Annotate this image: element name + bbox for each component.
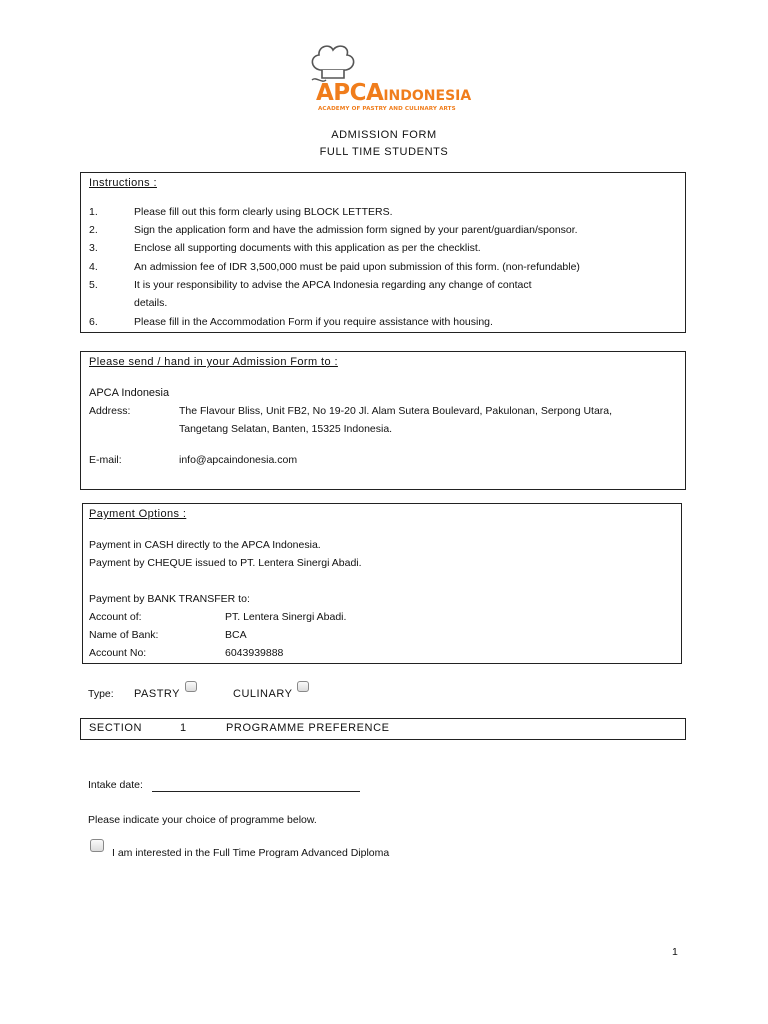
type-culinary-label: CULINARY bbox=[233, 688, 293, 700]
instructions-list bbox=[89, 206, 679, 331]
payment-bank-intro: Payment by BANK TRANSFER to: bbox=[89, 593, 250, 605]
payment-cheque: Payment by CHEQUE issued to PT. Lentera Sinergi Abadi. bbox=[89, 557, 362, 569]
payment-cash: Payment in CASH directly to the APCA Indonesia. bbox=[89, 539, 321, 551]
section-number: 1 bbox=[180, 722, 187, 734]
instruction-text: Sign the application form and have the admission form signed by your parent/guardian/sponsor. bbox=[134, 224, 578, 236]
send-header: Please send / hand in your Admission Form to : bbox=[89, 356, 338, 368]
address-line-2: Tangetang Selatan, Banten, 15325 Indonesia. bbox=[179, 423, 393, 435]
section-label: SECTION bbox=[89, 722, 143, 734]
bank-name-label: Name of Bank: bbox=[89, 629, 159, 641]
page-number: 1 bbox=[672, 946, 678, 958]
instruction-text-continued: details. bbox=[134, 297, 168, 309]
instruction-text: Please fill out this form clearly using BLOCK LETTERS. bbox=[134, 206, 393, 218]
instructions-box bbox=[80, 172, 686, 333]
advanced-diploma-checkbox[interactable] bbox=[90, 839, 104, 852]
instruction-text: Please fill in the Accommodation Form if you require assistance with housing. bbox=[134, 316, 493, 328]
logo-tagline: ACADEMY OF PASTRY AND CULINARY ARTS bbox=[318, 106, 456, 112]
account-no-value: 6043939888 bbox=[225, 647, 284, 659]
email-label: E-mail: bbox=[89, 454, 122, 466]
logo-wordmark bbox=[316, 80, 471, 106]
instructions-header: Instructions : bbox=[89, 177, 157, 189]
address-line-1: The Flavour Bliss, Unit FB2, No 19-20 Jl. Alam Sutera Boulevard, Pakulonan, Serpong Utara, bbox=[179, 405, 613, 417]
type-pastry-label: PASTRY bbox=[134, 688, 180, 700]
account-of-label: Account of: bbox=[89, 611, 142, 623]
pastry-checkbox[interactable] bbox=[185, 681, 197, 692]
account-of-value: PT. Lentera Sinergi Abadi. bbox=[225, 611, 347, 623]
account-no-label: Account No: bbox=[89, 647, 147, 659]
section-1-header bbox=[80, 718, 686, 740]
payment-options-box bbox=[82, 503, 682, 664]
instruction-number: 1. bbox=[89, 206, 98, 218]
payment-header: Payment Options : bbox=[89, 508, 187, 520]
type-label: Type: bbox=[88, 688, 114, 700]
form-subtitle: FULL TIME STUDENTS bbox=[319, 146, 449, 158]
send-to-box bbox=[80, 351, 686, 490]
apca-logo bbox=[306, 40, 472, 122]
email-value: info@apcaindonesia.com bbox=[179, 454, 298, 466]
logo-brand-sub: INDONESIA bbox=[383, 88, 472, 104]
address-label: Address: bbox=[89, 405, 131, 417]
culinary-checkbox[interactable] bbox=[297, 681, 309, 692]
instruction-text: An admission fee of IDR 3,500,000 must be paid upon submission of this form. (non-refundable) bbox=[134, 261, 580, 273]
section-title: PROGRAMME PREFERENCE bbox=[226, 722, 390, 734]
instruction-text: It is your responsibility to advise the APCA Indonesia regarding any change of contact bbox=[134, 279, 532, 291]
programme-prompt: Please indicate your choice of programme below. bbox=[88, 814, 317, 826]
logo-brand-main: APCA bbox=[316, 80, 384, 106]
instruction-number: 6. bbox=[89, 316, 98, 328]
instruction-text: Enclose all supporting documents with this application as per the checklist. bbox=[134, 242, 481, 254]
advanced-diploma-label: I am interested in the Full Time Program Advanced Diploma bbox=[112, 847, 390, 859]
intake-date-field[interactable] bbox=[152, 778, 360, 792]
form-title: ADMISSION FORM bbox=[331, 129, 437, 141]
instruction-number: 3. bbox=[89, 242, 98, 254]
instruction-number: 5. bbox=[89, 279, 98, 291]
send-org-name: APCA Indonesia bbox=[89, 387, 170, 399]
instruction-number: 2. bbox=[89, 224, 98, 236]
instruction-number: 4. bbox=[89, 261, 98, 273]
intake-date-label: Intake date: bbox=[88, 779, 143, 791]
bank-name-value: BCA bbox=[225, 629, 247, 641]
